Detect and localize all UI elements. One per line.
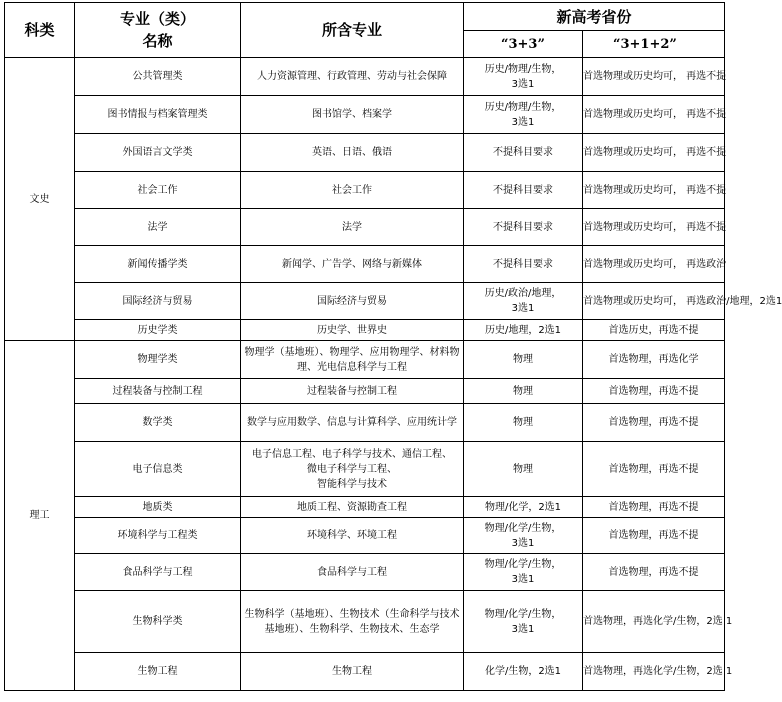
included-majors-cell: 生物科学（基地班）、生物技术（生命科学与技术基地班）、生物科学、生物技术、生态学 bbox=[241, 591, 464, 653]
included-majors-cell: 图书馆学、档案学 bbox=[241, 96, 464, 134]
req-3plus1plus2-cell: 首选物理，再选化学/生物，2选 1 bbox=[583, 653, 725, 691]
major-cell: 食品科学与工程 bbox=[75, 554, 241, 591]
req-3plus1plus2-cell: 首选物理或历史均可， 再选政治/地理，2选1 bbox=[583, 283, 725, 320]
header-row bbox=[5, 3, 725, 31]
included-majors-cell: 电子信息工程、电子科学与技术、通信工程、 微电子科学与工程、 智能科学与技术 bbox=[241, 442, 464, 497]
req-3plus1plus2-cell: 首选物理，再选不提 bbox=[583, 497, 725, 518]
req-3plus3-cell: 不提科目要求 bbox=[464, 246, 583, 283]
req-3plus1plus2-cell: 首选物理或历史均可， 再选不提 bbox=[583, 209, 725, 246]
table-row bbox=[5, 554, 725, 591]
major-cell: 环境科学与工程类 bbox=[75, 518, 241, 554]
table-row bbox=[5, 653, 725, 691]
req-3plus3-cell: 物理/化学/生物， 3选1 bbox=[464, 518, 583, 554]
req-3plus3-cell: 历史/物理/生物， 3选1 bbox=[464, 96, 583, 134]
req-3plus3-cell: 物理/化学/生物， 3选1 bbox=[464, 554, 583, 591]
table-row bbox=[5, 134, 725, 172]
major-cell: 生物科学类 bbox=[75, 591, 241, 653]
table-row bbox=[5, 96, 725, 134]
req-3plus3-cell: 历史/政治/地理， 3选1 bbox=[464, 283, 583, 320]
table-row bbox=[5, 591, 725, 653]
req-3plus1plus2-cell: 首选物理，再选不提 bbox=[583, 518, 725, 554]
category-cell: 文史 bbox=[5, 58, 75, 341]
header-3plus1plus2: “3+1+2” bbox=[583, 31, 725, 58]
major-cell: 图书情报与档案管理类 bbox=[75, 96, 241, 134]
table-row bbox=[5, 341, 725, 379]
included-majors-cell: 生物工程 bbox=[241, 653, 464, 691]
major-cell: 历史学类 bbox=[75, 320, 241, 341]
included-majors-cell: 地质工程、资源勘查工程 bbox=[241, 497, 464, 518]
major-cell: 物理学类 bbox=[75, 341, 241, 379]
req-3plus1plus2-cell: 首选物理或历史均可， 再选不提 bbox=[583, 172, 725, 209]
included-majors-cell: 新闻学、广告学、网络与新媒体 bbox=[241, 246, 464, 283]
req-3plus1plus2-cell: 首选历史，再选不提 bbox=[583, 320, 725, 341]
major-cell: 数学类 bbox=[75, 404, 241, 442]
included-majors-cell: 物理学（基地班）、物理学、应用物理学、材料物理、光电信息科学与工程 bbox=[241, 341, 464, 379]
req-3plus3-cell: 物理 bbox=[464, 341, 583, 379]
included-majors-cell: 国际经济与贸易 bbox=[241, 283, 464, 320]
header-major-name: 专业（类） 名称 bbox=[75, 3, 241, 58]
included-majors-cell: 英语、日语、俄语 bbox=[241, 134, 464, 172]
major-cell: 公共管理类 bbox=[75, 58, 241, 96]
major-requirements-table bbox=[4, 2, 782, 691]
table-row bbox=[5, 209, 725, 246]
table-row bbox=[5, 379, 725, 404]
major-cell: 过程装备与控制工程 bbox=[75, 379, 241, 404]
included-majors-cell: 过程装备与控制工程 bbox=[241, 379, 464, 404]
table-row bbox=[5, 320, 725, 341]
req-3plus3-cell: 不提科目要求 bbox=[464, 209, 583, 246]
category-cell: 理工 bbox=[5, 341, 75, 691]
req-3plus3-cell: 化学/生物，2选1 bbox=[464, 653, 583, 691]
req-3plus3-cell: 历史/地理，2选1 bbox=[464, 320, 583, 341]
table-row bbox=[5, 283, 725, 320]
req-3plus1plus2-cell: 首选物理或历史均可， 再选不提 bbox=[583, 96, 725, 134]
req-3plus3-cell: 物理/化学，2选1 bbox=[464, 497, 583, 518]
table-row bbox=[5, 497, 725, 518]
req-3plus3-cell: 物理 bbox=[464, 404, 583, 442]
included-majors-cell: 人力资源管理、行政管理、劳动与社会保障 bbox=[241, 58, 464, 96]
req-3plus3-cell: 物理 bbox=[464, 442, 583, 497]
req-3plus1plus2-cell: 首选物理或历史均可， 再选不提 bbox=[583, 58, 725, 96]
major-cell: 国际经济与贸易 bbox=[75, 283, 241, 320]
req-3plus1plus2-cell: 首选物理，再选不提 bbox=[583, 442, 725, 497]
included-majors-cell: 法学 bbox=[241, 209, 464, 246]
req-3plus3-cell: 历史/物理/生物， 3选1 bbox=[464, 58, 583, 96]
included-majors-cell: 社会工作 bbox=[241, 172, 464, 209]
included-majors-cell: 历史学、世界史 bbox=[241, 320, 464, 341]
major-cell: 外国语言文学类 bbox=[75, 134, 241, 172]
req-3plus3-cell: 不提科目要求 bbox=[464, 172, 583, 209]
table-row bbox=[5, 58, 725, 96]
table-row bbox=[5, 442, 725, 497]
req-3plus1plus2-cell: 首选物理，再选化学/生物，2选 1 bbox=[583, 591, 725, 653]
req-3plus1plus2-cell: 首选物理，再选化学 bbox=[583, 341, 725, 379]
major-cell: 生物工程 bbox=[75, 653, 241, 691]
major-cell: 地质类 bbox=[75, 497, 241, 518]
included-majors-cell: 食品科学与工程 bbox=[241, 554, 464, 591]
table-row bbox=[5, 246, 725, 283]
included-majors-cell: 数学与应用数学、信息与计算科学、应用统计学 bbox=[241, 404, 464, 442]
table-row bbox=[5, 404, 725, 442]
req-3plus1plus2-cell: 首选物理或历史均可， 再选政治 bbox=[583, 246, 725, 283]
req-3plus3-cell: 不提科目要求 bbox=[464, 134, 583, 172]
header-included-majors: 所含专业 bbox=[241, 3, 464, 58]
header-3plus3: “3+3” bbox=[464, 31, 583, 58]
major-cell: 法学 bbox=[75, 209, 241, 246]
major-cell: 社会工作 bbox=[75, 172, 241, 209]
req-3plus3-cell: 物理 bbox=[464, 379, 583, 404]
header-category: 科类 bbox=[5, 3, 75, 58]
req-3plus3-cell: 物理/化学/生物， 3选1 bbox=[464, 591, 583, 653]
header-new-gaokao-provinces: 新高考省份 bbox=[464, 3, 725, 31]
included-majors-cell: 环境科学、环境工程 bbox=[241, 518, 464, 554]
major-cell: 新闻传播学类 bbox=[75, 246, 241, 283]
table-row bbox=[5, 518, 725, 554]
req-3plus1plus2-cell: 首选物理，再选不提 bbox=[583, 404, 725, 442]
req-3plus1plus2-cell: 首选物理或历史均可， 再选不提 bbox=[583, 134, 725, 172]
table-row bbox=[5, 172, 725, 209]
major-cell: 电子信息类 bbox=[75, 442, 241, 497]
req-3plus1plus2-cell: 首选物理，再选不提 bbox=[583, 379, 725, 404]
req-3plus1plus2-cell: 首选物理，再选不提 bbox=[583, 554, 725, 591]
